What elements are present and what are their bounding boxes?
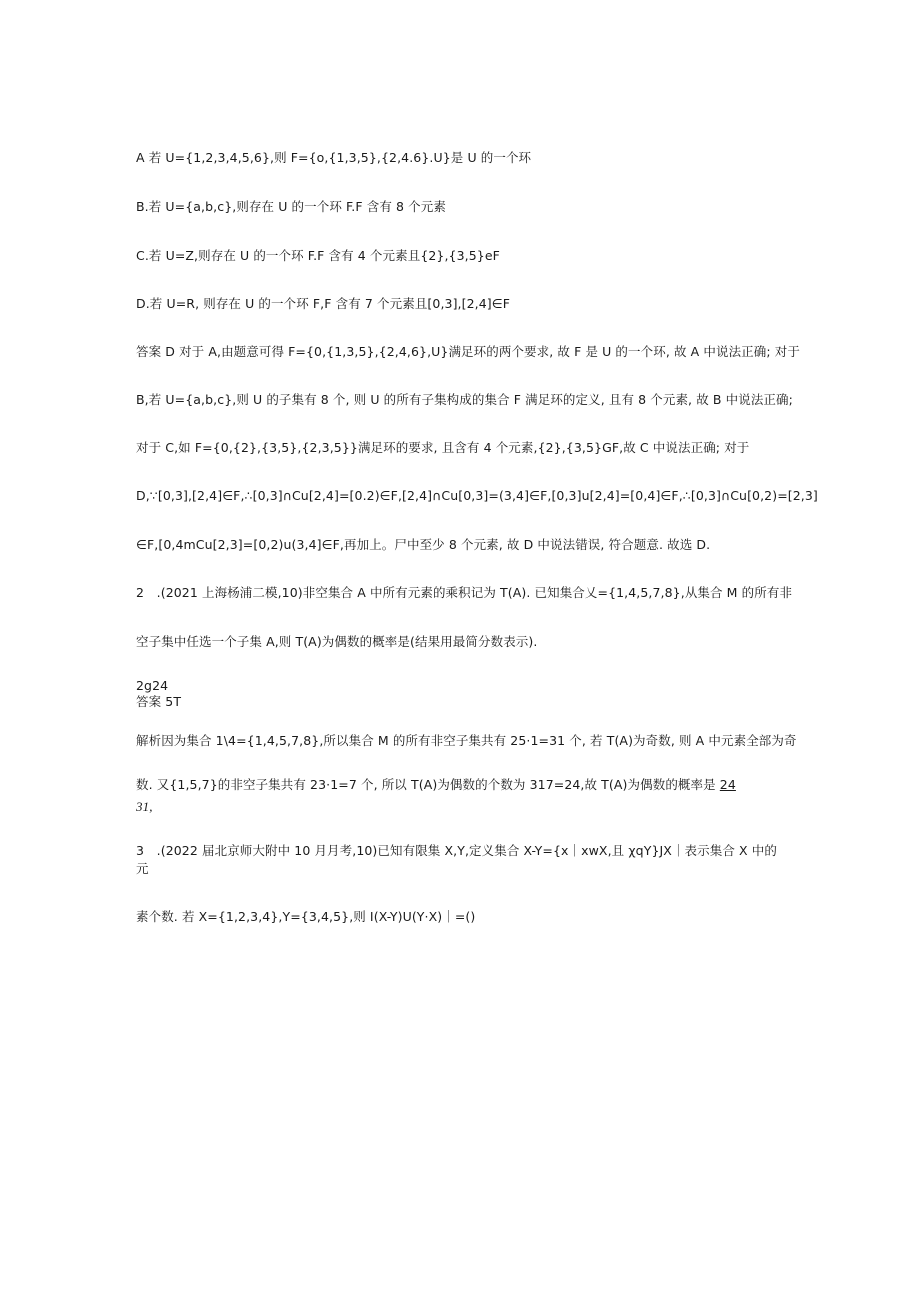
explanation-2-line-2 <box>136 777 736 793</box>
answer-1-line-5: ∈F,[0,4mCu[2,3]=[0,2)u(3,4]∈F,再加上。尸中至少 8 个元素, 故 D 中说法错误, 符合题意. 故选 D. <box>136 537 711 552</box>
answer-1-line-2: B,若 U={a,b,c},则 U 的子集有 8 个, 则 U 的所有子集构成的集合 F 满足环的定义, 且有 8 个元素, 故 B 中说法正确; <box>136 392 793 407</box>
probability-numerator: 24 <box>719 777 736 792</box>
question-2-line-1: 2 .(2021 上海杨浦二模,10)非空集合 A 中所有元素的乘积记为 T(A). 已知集合乂={1,4,5,7,8},从集合 M 的所有非 <box>136 585 793 600</box>
option-b: B.若 U={a,b,c},则存在 U 的一个环 F.F 含有 8 个元素 <box>136 199 446 214</box>
option-d: D.若 U=R, 则存在 U 的一个环 F,F 含有 7 个元素且[0,3],[2,4]∈F <box>136 296 511 311</box>
answer-1-line-1: 答案 D 对于 A,由题意可得 F={0,{1,3,5},{2,4,6},U}满足环的两个要求, 故 F 是 U 的一个环, 故 A 中说法正确; 对于 <box>136 344 800 359</box>
answer-1-line-4: D,∵[0,3],[2,4]∈F,∴[0,3]∩Cu[2,4]=[0.2)∈F,[2,4]∩Cu[0,3]=(3,4]∈F,[0,3]u[2,4]=[0,4]∈F,∴[0,3]∩Cu[0,2)=[2,3] <box>136 488 818 503</box>
question-3-line-2: 素个数. 若 X={1,2,3,4},Y={3,4,5},则 I(X-Y)U(Y·X)｜=() <box>136 909 476 924</box>
option-a: A 若 U={1,2,3,4,5,6},则 F={o,{1,3,5},{2,4.6}.U}是 U 的一个环 <box>136 150 532 165</box>
explanation-2-line-2-text: 数. 又{1,5,7}的非空子集共有 23·1=7 个, 所以 T(A)为偶数的个数为 317=24,故 T(A)为偶数的概率是 <box>136 777 720 792</box>
probability-denominator: 31, <box>136 799 153 814</box>
explanation-2-line-1: 解析因为集合 1\4={1,4,5,7,8},所以集合 M 的所有非空子集共有 25·1=31 个, 若 T(A)为奇数, 则 A 中元素全部为奇 <box>136 733 797 748</box>
answer-2-fraction-top: 2g24 <box>136 678 169 693</box>
option-c: C.若 U=Z,则存在 U 的一个环 F.F 含有 4 个元素且{2},{3,5}eF <box>136 248 500 263</box>
question-3-line-1-wrap: 元 <box>136 861 149 876</box>
question-3-line-1: 3 .(2022 届北京师大附中 10 月月考,10)已知有限集 X,Y,定义集合 X-Y={x｜xwX,且 χqY}JX｜表示集合 X 中的 <box>136 843 777 858</box>
answer-1-line-3: 对于 C,如 F={0,{2},{3,5},{2,3,5}}满足环的要求, 且含有 4 个元素,{2},{3,5}GF,故 C 中说法正确; 对于 <box>136 440 750 455</box>
question-2-line-2: 空子集中任选一个子集 A,则 T(A)为偶数的概率是(结果用最简分数表示). <box>136 634 538 649</box>
answer-2-label: 答案 5T <box>136 694 182 709</box>
